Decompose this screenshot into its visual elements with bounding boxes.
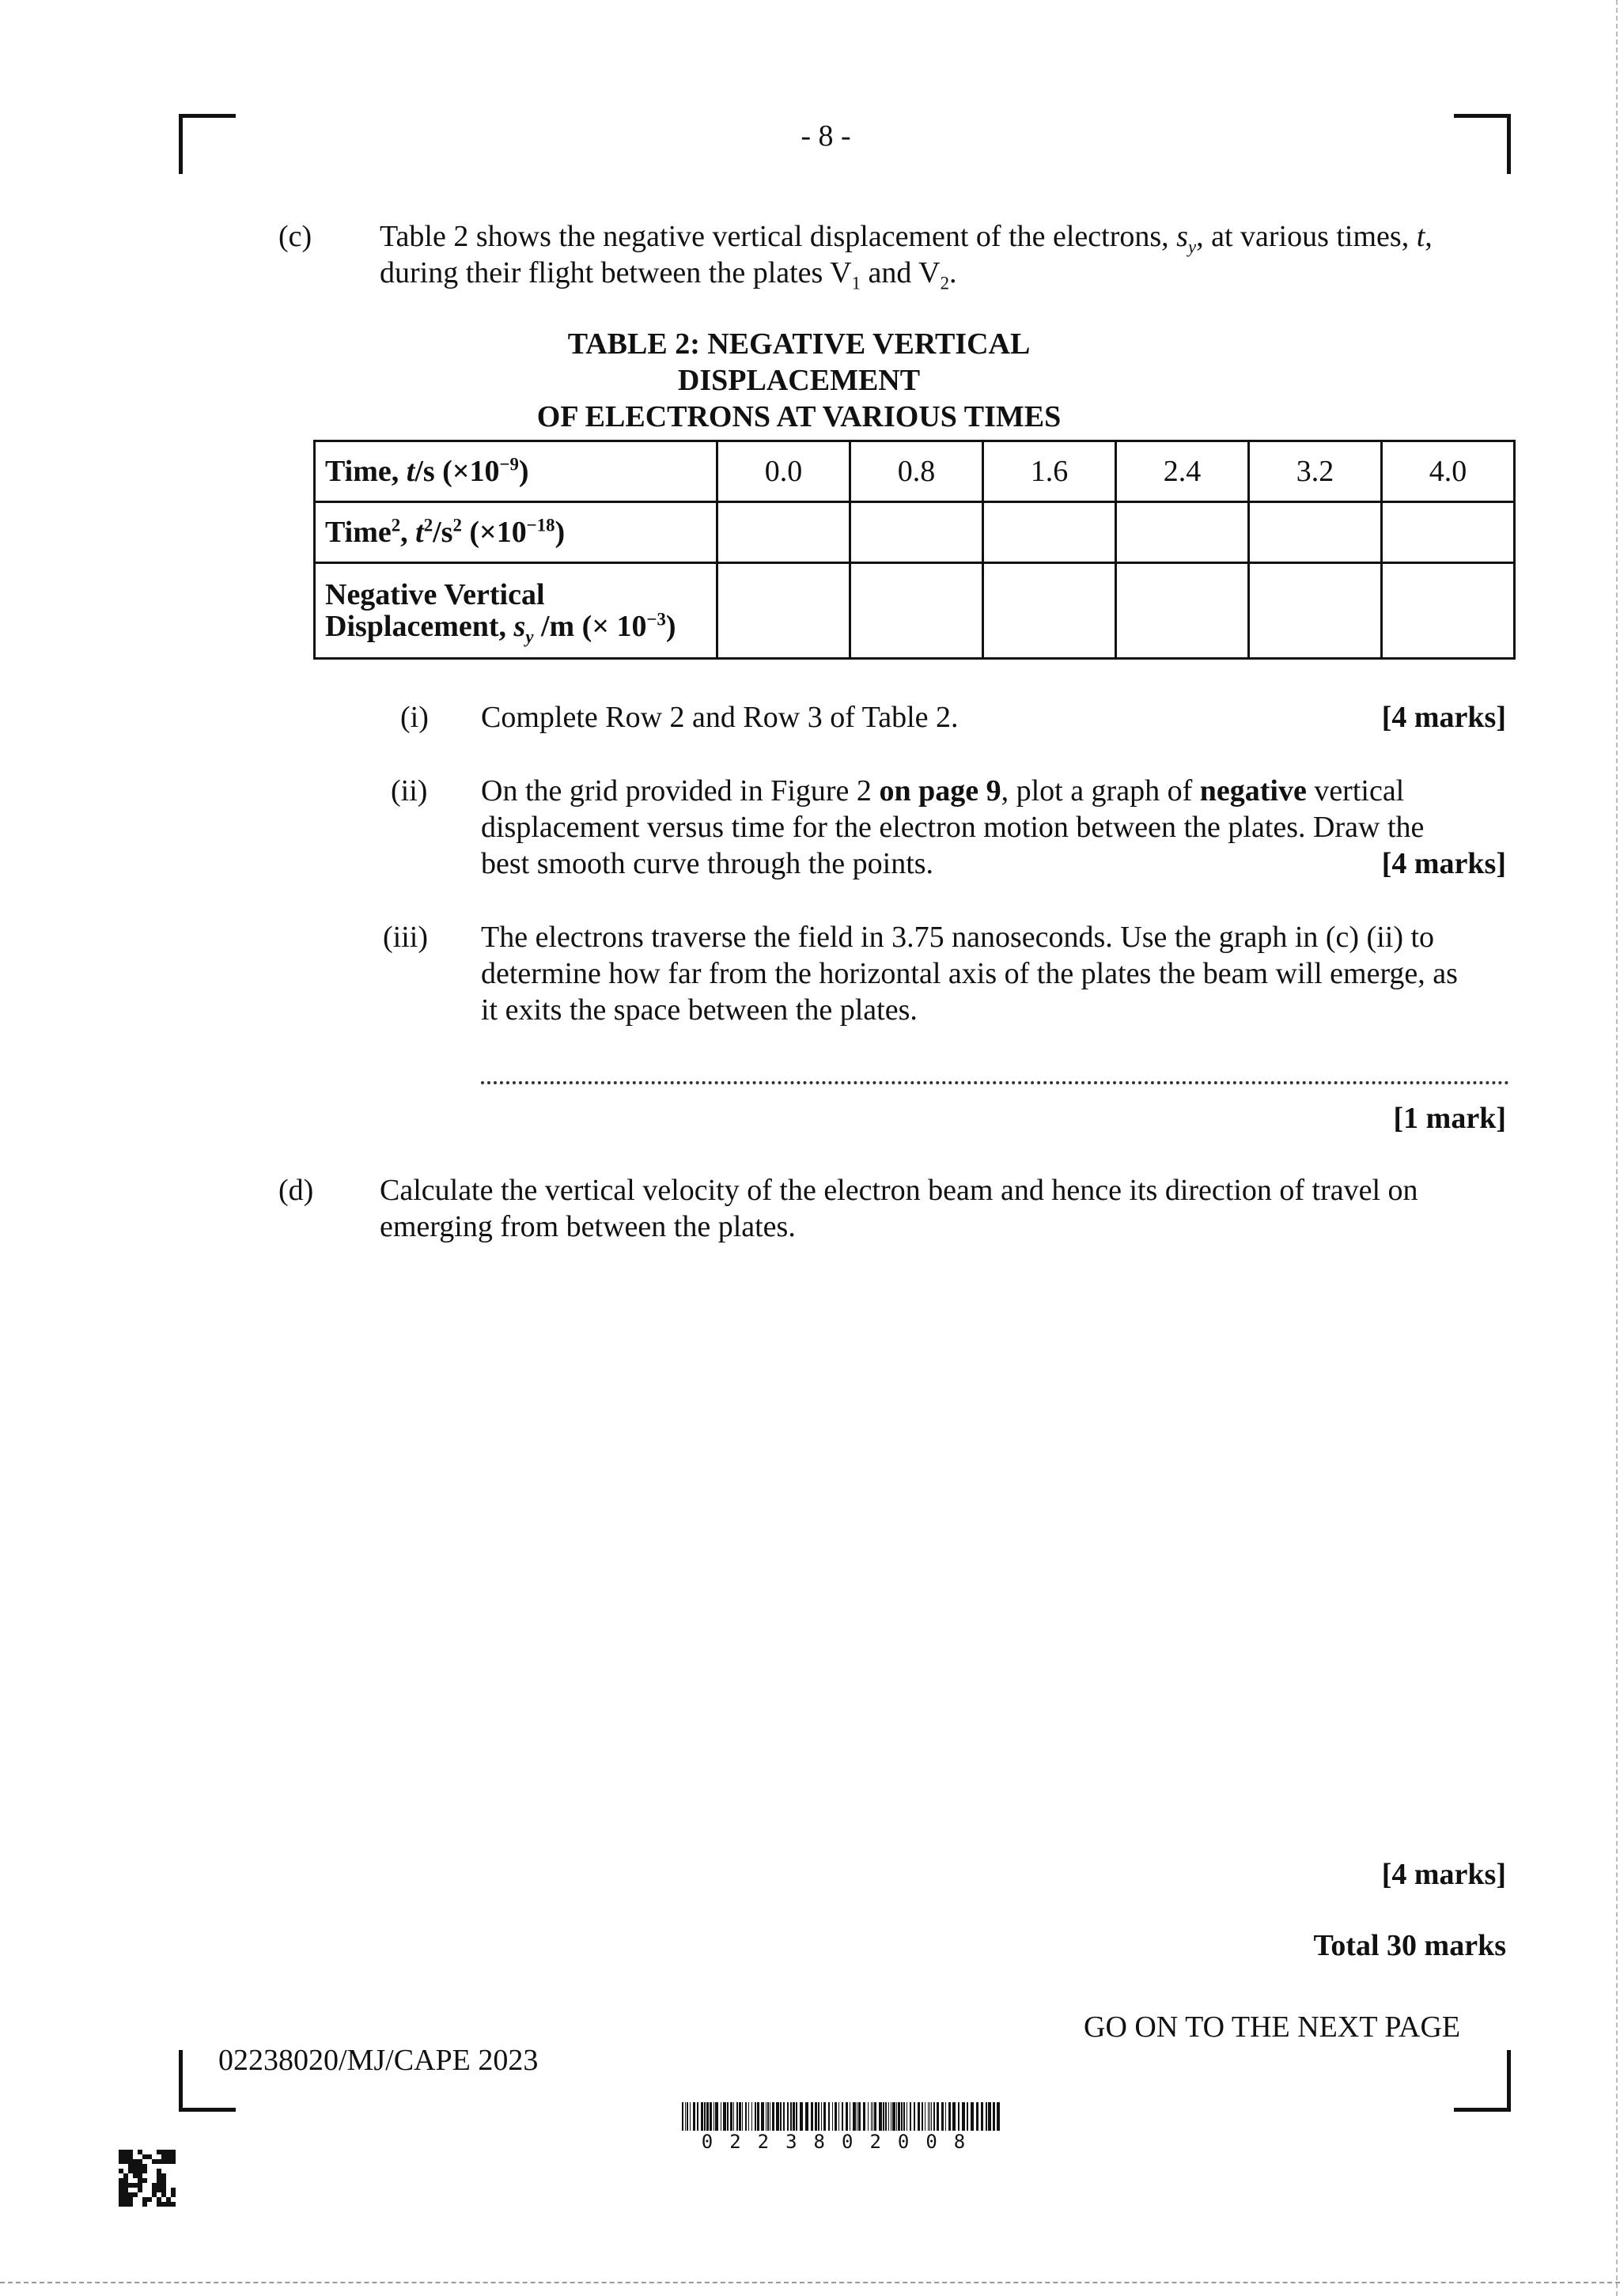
barcode-bar [952, 2102, 956, 2131]
total-marks: Total 30 marks [1313, 1929, 1506, 1962]
barcode-bar [971, 2102, 974, 2131]
qr-module [142, 2178, 147, 2183]
qr-module [133, 2183, 138, 2188]
sub-iii-label: (iii) [383, 921, 428, 954]
row-header-time-squared: Time$^2$, $t^2/s^2$ $(\times 10^{-18})$ [315, 502, 717, 563]
barcode-bar [928, 2102, 929, 2131]
barcode-bar [790, 2102, 792, 2131]
barcode-bar [868, 2102, 869, 2131]
qr-module [123, 2202, 128, 2207]
qr-module [171, 2192, 176, 2197]
qr-module [128, 2192, 133, 2197]
qr-module [157, 2150, 161, 2154]
qr-module [157, 2159, 161, 2164]
barcode-bar [898, 2102, 900, 2131]
barcode-bar [690, 2102, 691, 2131]
barcode-bar [967, 2102, 968, 2131]
row-header-displacement: Negative Vertical Displacement, $s_y$ /m (× $10^{-3}$) [315, 563, 717, 659]
barcode-bar [783, 2102, 785, 2131]
qr-module [123, 2178, 128, 2183]
blank-cell[interactable] [1116, 502, 1249, 563]
time-cell: 0.0 [717, 441, 850, 502]
part-d-line-1: Calculate the vertical velocity of the electron beam and hence its direction of travel on [380, 1174, 1418, 1207]
barcode-bar [685, 2102, 686, 2131]
qr-module [161, 2202, 166, 2207]
barcode-bar [901, 2102, 903, 2131]
qr-module [171, 2154, 176, 2159]
time-cell: 0.8 [850, 441, 983, 502]
qr-module [171, 2150, 176, 2154]
barcode-bar [715, 2102, 718, 2131]
qr-module [152, 2192, 157, 2197]
barcode-bar [811, 2102, 813, 2131]
qr-module [152, 2188, 157, 2192]
barcode-bar [727, 2102, 729, 2131]
qr-module [171, 2188, 176, 2192]
part-d-marks: [4 marks] [1381, 1858, 1506, 1891]
barcode-bar [697, 2102, 698, 2131]
blank-cell[interactable] [717, 502, 850, 563]
sub-i-text: Complete Row 2 and Row 3 of Table 2. [481, 701, 959, 734]
qr-module [138, 2164, 142, 2169]
table-row-displacement [315, 563, 1515, 659]
qr-code [119, 2150, 176, 2207]
qr-module [166, 2197, 171, 2202]
barcode-bar [838, 2102, 839, 2131]
barcode-number: 0223802008 [701, 2131, 982, 2153]
qr-module [161, 2192, 166, 2197]
qr-module [133, 2164, 138, 2169]
qr-module [133, 2169, 138, 2173]
qr-module [128, 2183, 133, 2188]
qr-module [138, 2183, 142, 2188]
blank-cell[interactable] [1249, 563, 1382, 659]
qr-module [133, 2192, 138, 2197]
sub-iii-marks: [1 mark] [1393, 1102, 1506, 1135]
row-header-time: Time, t/s $(\times 10^{-9})$ [315, 441, 717, 502]
part-c-intro [380, 218, 1511, 291]
qr-module [142, 2154, 147, 2159]
barcode-bar [872, 2102, 873, 2131]
table-row-time [315, 441, 1515, 502]
qr-module [157, 2197, 161, 2202]
qr-module [157, 2169, 161, 2173]
qr-module [123, 2159, 128, 2164]
barcode-bar [948, 2102, 951, 2131]
barcode-bar [871, 2102, 872, 2131]
qr-module [128, 2169, 133, 2173]
sub-iii-text [481, 919, 1509, 1028]
qr-module [119, 2154, 123, 2159]
qr-module [166, 2154, 171, 2159]
blank-cell[interactable] [1382, 563, 1515, 659]
qr-module [128, 2197, 133, 2202]
qr-module [123, 2197, 128, 2202]
barcode-bar [815, 2102, 817, 2131]
barcode-bar [821, 2102, 822, 2131]
barcode-bar [704, 2102, 706, 2131]
qr-module [133, 2159, 138, 2164]
qr-module [119, 2183, 123, 2188]
qr-module [138, 2178, 142, 2183]
qr-module [147, 2154, 152, 2159]
paper-code: 02238020/MJ/CAPE 2023 [218, 2044, 539, 2077]
barcode-bar [761, 2102, 764, 2131]
barcode-bar [896, 2102, 897, 2131]
qr-module [119, 2150, 123, 2154]
qr-module [123, 2183, 128, 2188]
barcode-bar [976, 2102, 978, 2131]
page-number: - 8 - [801, 119, 851, 153]
qr-module [119, 2178, 123, 2183]
part-c-intro-line-2: during their flight between the plates $V_1$ and $V_2$. [380, 256, 957, 293]
qr-module [161, 2150, 166, 2154]
qr-module [166, 2150, 171, 2154]
barcode-bar [832, 2102, 833, 2131]
qr-module [157, 2183, 161, 2188]
blank-cell[interactable] [1382, 502, 1515, 563]
qr-module [128, 2150, 133, 2154]
sub-ii-line-3: best smooth curve through the points. [481, 847, 934, 880]
barcode-bar [853, 2102, 856, 2131]
barcode-bar [805, 2102, 808, 2131]
barcode-bar [800, 2102, 803, 2131]
barcode-bar [701, 2102, 703, 2131]
barcode-bar [823, 2102, 826, 2131]
table-row-time-squared [315, 502, 1515, 563]
blank-cell[interactable] [850, 563, 983, 659]
barcode-bar [910, 2102, 911, 2131]
qr-module [138, 2188, 142, 2192]
qr-module [152, 2159, 157, 2164]
barcode-bar [863, 2102, 865, 2131]
qr-module [138, 2169, 142, 2173]
qr-module [119, 2159, 123, 2164]
qr-module [166, 2159, 171, 2164]
sub-iii-line-1: The electrons traverse the field in 3.75 nanoseconds. Use the graph in (c) (ii) to [481, 921, 1435, 954]
barcode-bar [835, 2102, 837, 2131]
qr-module [152, 2183, 157, 2188]
qr-module [157, 2173, 161, 2178]
qr-module [142, 2164, 147, 2169]
barcode-bar [739, 2102, 741, 2131]
qr-module [166, 2202, 171, 2207]
qr-module [147, 2197, 152, 2202]
barcode-bar [796, 2102, 797, 2131]
barcode-bar [730, 2102, 732, 2131]
barcode-bar [885, 2102, 887, 2131]
blank-cell[interactable] [983, 502, 1116, 563]
barcode-bar [793, 2102, 795, 2131]
barcode-bar [892, 2102, 895, 2131]
qr-module [123, 2173, 128, 2178]
qr-module [119, 2202, 123, 2207]
qr-module [161, 2178, 166, 2183]
time-cell: 1.6 [983, 441, 1116, 502]
barcode-bar [931, 2102, 932, 2131]
qr-module [161, 2173, 166, 2178]
part-c-label: (c) [278, 220, 312, 253]
barcode-bar [818, 2102, 819, 2131]
part-c-intro-line-1: Table 2 shows the negative vertical displacement of the electrons, $s_y$, at various times, t, [380, 220, 1433, 257]
barcode-bar [846, 2102, 848, 2131]
blank-cell[interactable] [717, 563, 850, 659]
barcode-bar [751, 2102, 752, 2131]
next-page-note: GO ON TO THE NEXT PAGE [1084, 2010, 1461, 2044]
barcode-bar [755, 2102, 756, 2131]
qr-module [157, 2202, 161, 2207]
barcode-bar [922, 2102, 923, 2131]
barcode-bar [710, 2102, 712, 2131]
blank-cell[interactable] [850, 502, 983, 563]
qr-module [142, 2169, 147, 2173]
qr-module [161, 2154, 166, 2159]
time-cell: 2.4 [1116, 441, 1249, 502]
qr-module [133, 2173, 138, 2178]
table-title: TABLE 2: NEGATIVE VERTICAL DISPLACEMENT OF ELECTRONS AT VARIOUS TIMES [536, 327, 1062, 433]
blank-cell[interactable] [1116, 563, 1249, 659]
barcode-bar [780, 2102, 782, 2131]
sub-i-label: (i) [400, 701, 429, 734]
qr-module [119, 2197, 123, 2202]
barcode-bar [706, 2102, 709, 2131]
part-d-line-2: emerging from between the plates. [380, 1210, 796, 1243]
qr-module [128, 2164, 133, 2169]
barcode-bar [687, 2102, 688, 2131]
qr-module [142, 2197, 147, 2202]
barcode-bar [733, 2102, 734, 2131]
qr-module [119, 2192, 123, 2197]
barcode-bar [933, 2102, 935, 2131]
barcode-bar [757, 2102, 759, 2131]
barcode-bar [879, 2102, 882, 2131]
blank-cell[interactable] [983, 563, 1116, 659]
barcode-bar [723, 2102, 726, 2131]
barcode-bar [772, 2102, 774, 2131]
qr-module [123, 2150, 128, 2154]
barcode-bar [787, 2102, 789, 2131]
barcode-bar [988, 2102, 991, 2131]
barcode-bar [693, 2102, 695, 2131]
barcode-bar [767, 2102, 769, 2131]
qr-module [123, 2188, 128, 2192]
qr-module [161, 2183, 166, 2188]
time-cell: 3.2 [1249, 441, 1382, 502]
blank-cell[interactable] [1249, 502, 1382, 563]
barcode-bar [748, 2102, 749, 2131]
part-d-label: (d) [278, 1174, 314, 1207]
sub-iii-line-2: determine how far from the horizontal axis of the plates the beam will emerge, as [481, 957, 1458, 990]
barcode-bar [962, 2102, 965, 2131]
sub-ii-marks: [4 marks] [1381, 847, 1506, 880]
barcode-bar [842, 2102, 843, 2131]
qr-module [157, 2178, 161, 2183]
barcode-bar [682, 2102, 683, 2131]
barcode-bar [937, 2102, 939, 2131]
qr-module [123, 2154, 128, 2159]
barcode-bar [981, 2102, 983, 2131]
qr-module [171, 2202, 176, 2207]
barcode-bar [986, 2102, 987, 2131]
qr-module [138, 2150, 142, 2154]
barcode-bar [858, 2102, 861, 2131]
barcode-bar [914, 2102, 915, 2131]
qr-module [138, 2173, 142, 2178]
barcode-bar [958, 2102, 960, 2131]
qr-module [161, 2188, 166, 2192]
qr-module [161, 2159, 166, 2164]
sub-ii-label: (ii) [391, 774, 428, 808]
barcode-bar [929, 2102, 930, 2131]
qr-module [157, 2188, 161, 2192]
sub-ii-line-1: On the grid provided in Figure 2 on page 9, plot a graph of negative vertical [481, 774, 1405, 808]
barcode-bar [776, 2102, 779, 2131]
barcode-bar [745, 2102, 747, 2131]
qr-module [142, 2202, 147, 2207]
barcode-bar [993, 2102, 995, 2131]
barcode-bar [903, 2102, 905, 2131]
answer-line[interactable] [481, 1078, 1509, 1084]
time-cell: 4.0 [1382, 441, 1515, 502]
qr-module [119, 2188, 123, 2192]
qr-module [128, 2202, 133, 2207]
displacement-table [313, 440, 1516, 660]
barcode-bar [945, 2102, 946, 2131]
barcode-bar [941, 2102, 944, 2131]
barcode-bar [918, 2102, 920, 2131]
barcode-bar [888, 2102, 889, 2131]
bottom-cut-line [0, 2282, 1620, 2283]
barcode-bar [713, 2102, 714, 2131]
barcode-bar [742, 2102, 743, 2131]
barcode-bar [883, 2102, 884, 2131]
part-d-text [380, 1172, 1511, 1245]
sub-iii-line-3: it exits the space between the plates. [481, 993, 918, 1027]
qr-module [138, 2159, 142, 2164]
barcode-bar [736, 2102, 738, 2131]
right-cut-line [1616, 0, 1618, 2296]
qr-module [128, 2154, 133, 2159]
sub-ii-line-2: displacement versus time for the electron motion between the plates. Draw the [481, 811, 1425, 844]
barcode [682, 2102, 1001, 2131]
barcode-bar [828, 2102, 830, 2131]
barcode-bar [874, 2102, 876, 2131]
qr-module [123, 2192, 128, 2197]
qr-module [128, 2159, 133, 2164]
qr-module [119, 2169, 123, 2173]
qr-module [171, 2159, 176, 2164]
sub-i-marks: [4 marks] [1381, 701, 1506, 734]
barcode-bar [997, 2102, 1000, 2131]
